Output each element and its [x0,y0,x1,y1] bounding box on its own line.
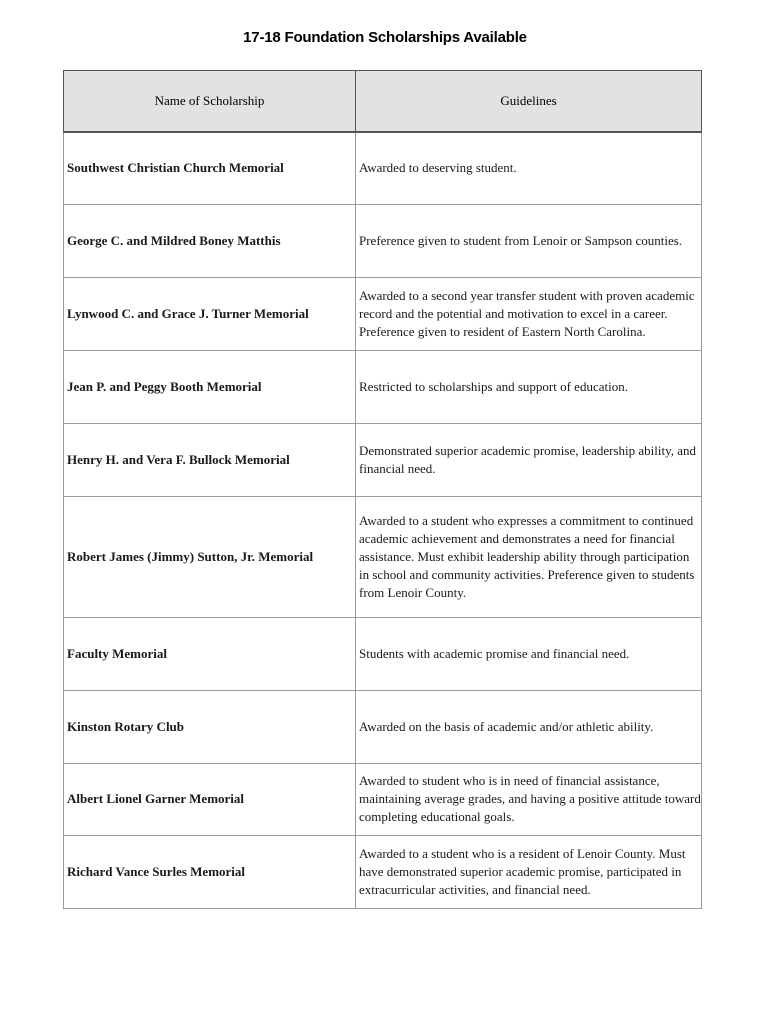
scholarship-guidelines: Students with academic promise and financial need. [356,617,702,690]
scholarship-guidelines: Demonstrated superior academic promise, leadership ability, and financial need. [356,423,702,496]
table-row [64,835,702,908]
scholarship-name: Henry H. and Vera F. Bullock Memorial [64,423,356,496]
scholarship-name: Kinston Rotary Club [64,690,356,763]
scholarship-guidelines: Preference given to student from Lenoir or Sampson counties. [356,204,702,277]
scholarship-name: Southwest Christian Church Memorial [64,132,356,204]
table-row [64,617,702,690]
scholarship-guidelines: Awarded to deserving student. [356,132,702,204]
scholarship-name: Albert Lionel Garner Memorial [64,763,356,835]
scholarship-table [63,70,702,909]
scholarship-name: Richard Vance Surles Memorial [64,835,356,908]
scholarship-guidelines: Awarded to a student who expresses a commitment to continued academic achievement and demonstrates a need for financial assistance. Must exhibit leadership ability through participation in school and community activities. Preference given to students from Lenoir County. [356,496,702,617]
scholarship-name: George C. and Mildred Boney Matthis [64,204,356,277]
scholarship-name: Robert James (Jimmy) Sutton, Jr. Memorial [64,496,356,617]
table-row [64,132,702,204]
table-row [64,277,702,350]
table-header-row [64,71,702,133]
scholarship-name: Lynwood C. and Grace J. Turner Memorial [64,277,356,350]
scholarship-name: Jean P. and Peggy Booth Memorial [64,350,356,423]
table-row [64,690,702,763]
table-row [64,350,702,423]
header-name: Name of Scholarship [64,71,356,133]
table-row [64,496,702,617]
table-row [64,423,702,496]
scholarship-guidelines: Awarded to a student who is a resident of Lenoir County. Must have demonstrated superior academic promise, participated in extracurricular activities, and financial need. [356,835,702,908]
header-guidelines: Guidelines [356,71,702,133]
table-row [64,204,702,277]
scholarship-guidelines: Awarded to student who is in need of financial assistance, maintaining average grades, and having a positive attitude toward completing educational goals. [356,763,702,835]
table-row [64,763,702,835]
scholarship-name: Faculty Memorial [64,617,356,690]
scholarship-guidelines: Awarded on the basis of academic and/or athletic ability. [356,690,702,763]
page-title: 17-18 Foundation Scholarships Available [243,29,527,46]
scholarship-guidelines: Restricted to scholarships and support of education. [356,350,702,423]
scholarship-guidelines: Awarded to a second year transfer student with proven academic record and the potential and motivation to excel in a career. Preference given to resident of Eastern North Carolina. [356,277,702,350]
